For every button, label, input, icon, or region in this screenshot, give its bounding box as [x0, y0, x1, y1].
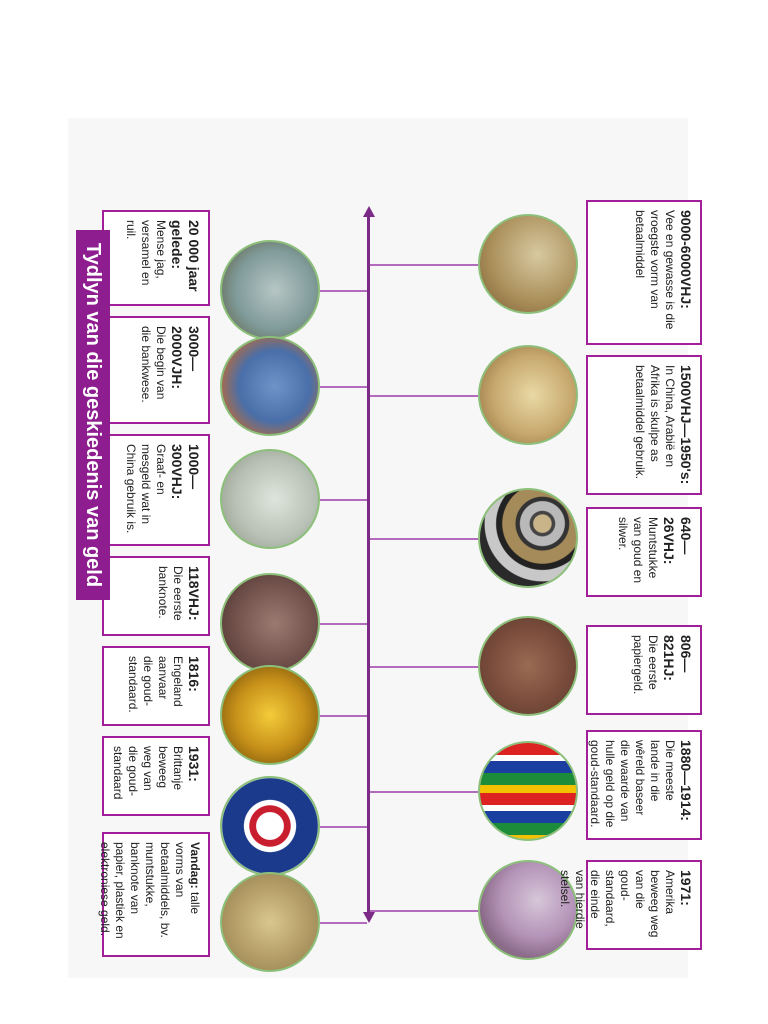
- image-world-flags: [478, 741, 578, 841]
- event-date: 20 000 jaar gelede:: [169, 220, 202, 292]
- tick: [370, 395, 478, 397]
- image-modern-banknotes: [220, 872, 320, 972]
- event-date: Vandag:: [188, 842, 202, 889]
- timeline-event-box: [98, 832, 210, 957]
- tick: [370, 264, 478, 266]
- timeline-event-box: [586, 625, 702, 715]
- image-ancient-coins: [478, 488, 578, 588]
- event-text: Die begin van die bankwese.: [139, 326, 168, 403]
- event-text: Amerika beweeg weg van die goud-standaard, die einde van hierdie stelsel.: [558, 870, 677, 938]
- event-text: Die meeste lande in die wêreld baseer die waarde van hulle geld op die goud-standaard.: [588, 740, 677, 828]
- image-british-pound: [220, 776, 320, 876]
- event-text: Mense jag, versamel en ruil.: [124, 220, 168, 286]
- tick: [370, 538, 478, 540]
- event-date: 640—26VHJ:: [661, 517, 694, 565]
- image-gold-bars: [220, 665, 320, 765]
- timeline-event-box: [102, 736, 210, 816]
- event-date: 118VHJ:: [186, 566, 202, 621]
- event-text: Engeland aanvaar die goud-standaard.: [126, 656, 185, 713]
- image-spade-knife-money: [220, 449, 320, 549]
- timeline-axis: [367, 216, 370, 916]
- event-date: 1880—1914:: [678, 740, 694, 821]
- timeline-event-box: [102, 316, 210, 424]
- timeline-event-box: [102, 434, 210, 546]
- page-title: Tydlyn van die geskiedenis van geld: [76, 230, 110, 600]
- timeline-event-box: [586, 507, 702, 597]
- tick: [320, 715, 367, 717]
- image-cave-painting: [220, 240, 320, 340]
- image-shell-trade: [478, 345, 578, 445]
- timeline-sheet: [70, 120, 710, 980]
- event-text: Graaf- en mesgeld wat in China gebruik is.: [124, 444, 168, 534]
- tick: [370, 910, 478, 912]
- event-date: 3000—2000VJH:: [169, 326, 202, 390]
- timeline-event-box: [586, 200, 702, 345]
- tick: [370, 791, 478, 793]
- tick: [370, 666, 478, 668]
- event-date: 1971:: [678, 870, 694, 906]
- event-date: 1000—300VHJ:: [169, 444, 202, 500]
- event-date: 1500VHJ—1950's:: [678, 365, 694, 485]
- timeline-event-box: [102, 646, 210, 726]
- event-date: 9000-6000VHJ:: [678, 210, 694, 309]
- timeline-event-box: [102, 556, 210, 636]
- tick: [320, 499, 367, 501]
- event-text: In China, Arabië en Afrika is skulpe as betaalmiddel gebruik.: [633, 365, 677, 480]
- event-text: Die eerste banknote.: [156, 566, 185, 621]
- timeline-arrow-start: [363, 206, 375, 217]
- tick: [320, 623, 367, 625]
- image-temple-mural: [220, 336, 320, 436]
- timeline-event-box: [586, 730, 702, 840]
- event-date: 1816:: [186, 656, 202, 692]
- event-date: 1931:: [186, 746, 202, 782]
- tick: [320, 922, 367, 924]
- event-text: Muntstukke van goud en silwer.: [616, 517, 660, 584]
- event-date: 806—821HJ:: [661, 635, 694, 681]
- timeline-event-box: [586, 355, 702, 495]
- event-text: Vee en gewasse is die vroegste vorm van betaalmiddel: [633, 210, 677, 330]
- event-text: Die eerste papiergeld.: [631, 635, 660, 695]
- image-cattle-crops: [478, 214, 578, 314]
- image-leather-banknote: [220, 573, 320, 673]
- image-paper-money: [478, 616, 578, 716]
- tick: [320, 386, 367, 388]
- event-text: Brittanje beweeg weg van die goud-standaard: [111, 746, 185, 800]
- timeline-event-box: [558, 860, 702, 950]
- tick: [320, 826, 367, 828]
- event-text: talle vorms van betaalmiddels, bv. muntstukke, banknote van papier, plastiek en elektroniese geld.: [98, 842, 202, 939]
- tick: [320, 290, 367, 292]
- event-text-wrap: [97, 842, 202, 947]
- timeline-event-box: [102, 210, 210, 306]
